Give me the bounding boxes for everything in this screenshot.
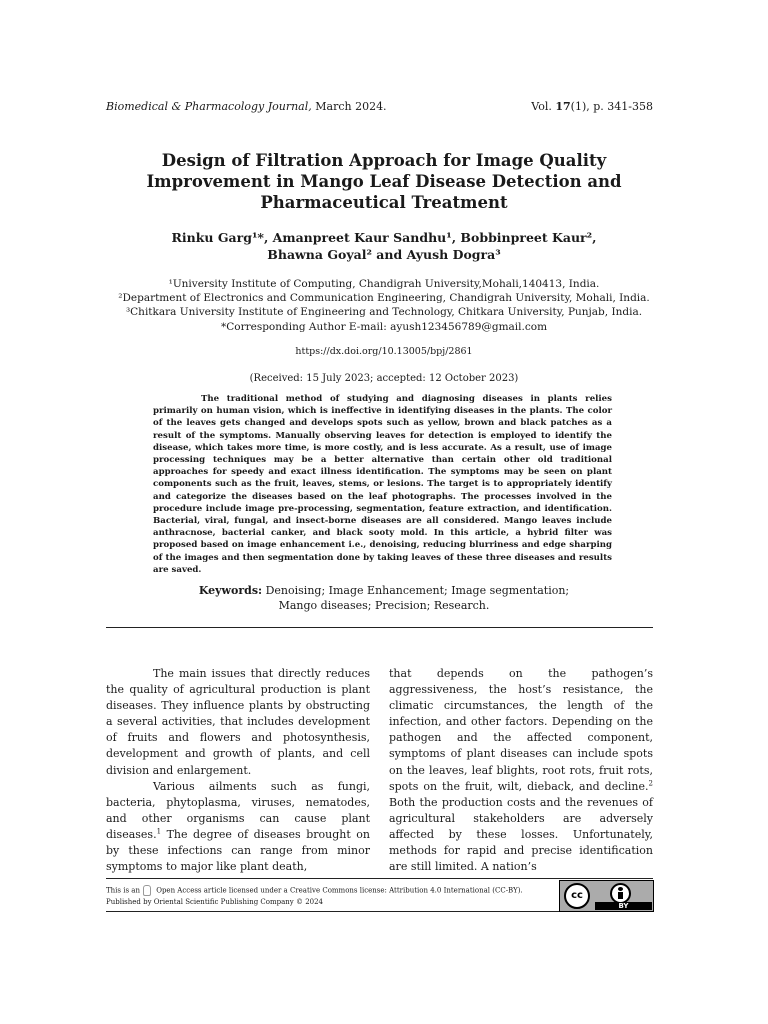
body-paragraph-2	[106, 779, 370, 876]
body-column-right	[389, 666, 653, 875]
license-text: Open Access article licensed under a Creative Commons license: Attribution 4.0 International (CC-BY).	[153, 886, 523, 895]
running-header-volume	[531, 100, 653, 113]
footer-divider-top	[106, 878, 653, 879]
creative-commons-icon: cc	[564, 883, 590, 909]
received-dates: (Received: 15 July 2023; accepted: 12 October 2023)	[249, 373, 519, 384]
body-paragraph-1: The main issues that directly reduces the quality of agricultural production is plant diseases. They influence plants by obstructing a several activities, that includes development of fruits and flowers and photosynthesis, development and growth of plants, and cell division and enlargement.	[106, 667, 370, 777]
cc-by-license-badge[interactable]	[559, 880, 654, 912]
keywords-line-1: Denoising; Image Enhancement; Image segmentation;	[262, 584, 570, 597]
affiliation-2: ²Department of Electronics and Communication Engineering, Chandigrah University, Mohali, India.	[118, 292, 650, 305]
body-paragraph-2-part-1: Various ailments such as fungi, bacteria, phytoplasma, viruses, nematodes, and other organisms can cause plant diseases.	[106, 779, 370, 841]
citation-1[interactable]: 1	[156, 827, 162, 836]
authors-line-2: Bhawna Goyal² and Ayush Dogra³	[267, 247, 501, 262]
issue-pages: (1), p. 341-358	[570, 100, 653, 113]
attribution-icon	[610, 883, 631, 904]
authors-line-1: Rinku Garg¹*, Amanpreet Kaur Sandhu¹, Bobbinpreet Kaur²,	[171, 230, 597, 245]
affiliation-1: ¹University Institute of Computing, Chandigrah University,Mohali,140413, India.	[168, 278, 600, 290]
abstract: The traditional method of studying and diagnosing diseases in plants relies primarily on human vision, which is ineffective in identifying diseases in the plants. The color of the leaves gets changed and develops spots such as yellow, brown and black patches as a result of the symptoms. Manually observing leaves for detection is employed to identify the disease, which takes more time, is more costly, and is less accurate. As a result, use of image processing techniques may be a better alternative than certain other old traditional approaches for speedy and exact illness identification. The symptoms may be seen on plant components such as the fruit, leaves, stems, or lesions. The target is to appropriately identify and categorize the diseases based on the leaf photographs. The processes involved in the procedure include image pre-processing, segmentation, feature extraction, and identification. Bacterial, viral, fungal, and insect-borne diseases are all considered. Mango leaves include anthracnose, bacterial canker, and black sooty mold. In this article, a hybrid filter was proposed based on image enhancement i.e., denoising, reducing blurriness and edge sharping of the images and then segmentation done by taking leaves of these three diseases and results are saved.	[153, 394, 612, 575]
volume-prefix: Vol.	[531, 100, 556, 113]
citation-2[interactable]: 2	[648, 779, 653, 787]
keywords-line-2: Mango diseases; Precision; Research.	[278, 598, 490, 612]
issue-date: March 2024.	[311, 100, 387, 113]
open-access-icon	[143, 885, 151, 896]
by-label: BY	[595, 902, 652, 910]
doi-link[interactable]: https://dx.doi.org/10.13005/bpj/2861	[295, 346, 473, 357]
journal-name: Biomedical & Pharmacology Journal,	[106, 100, 312, 113]
volume-number: 17	[555, 100, 571, 113]
section-divider	[106, 627, 653, 628]
body-paragraph-3-part-2: Both the production costs and the revenues of agricultural stakeholders are adversely affected by these losses. Unfortunately, methods for rapid and precise identification are still limited. A nation’s	[389, 795, 653, 874]
body-paragraph-3-part-1: that depends on the pathogen’s aggressiveness, the host’s resistance, the climatic circumstances, the length of the infection, and other factors. Depending on the pathogen and the affected component, symptoms of plant diseases can include spots on the leaves, leaf blights, root rots, fruit rots, spots on the fruit, wilt, dieback, and decline.	[389, 667, 653, 793]
license-statement	[106, 885, 523, 896]
corresponding-author: *Corresponding Author E-mail: ayush123456789@gmail.com	[220, 320, 548, 333]
paper-title: Design of Filtration Approach for Image Quality Improvement in Mango Leaf Disease Detection and Pharmaceutical Treatment	[146, 151, 622, 212]
affiliations	[90, 277, 678, 334]
body-paragraph-3	[389, 666, 653, 875]
affiliation-3: ³Chitkara University Institute of Engineering and Technology, Chitkara University, Punjab, India.	[125, 306, 643, 319]
author-list	[100, 229, 668, 263]
publisher-statement: Published by Oriental Scientific Publishing Company © 2024	[106, 898, 324, 906]
running-header-journal	[106, 100, 387, 113]
keywords-label: Keywords:	[198, 584, 263, 597]
body-paragraph-2-part-2: The degree of diseases brought on by these infections can range from minor symptoms to major like plant death,	[106, 827, 370, 874]
keywords	[150, 584, 618, 613]
body-column-left	[106, 666, 370, 875]
license-prefix: This is an	[106, 886, 140, 895]
